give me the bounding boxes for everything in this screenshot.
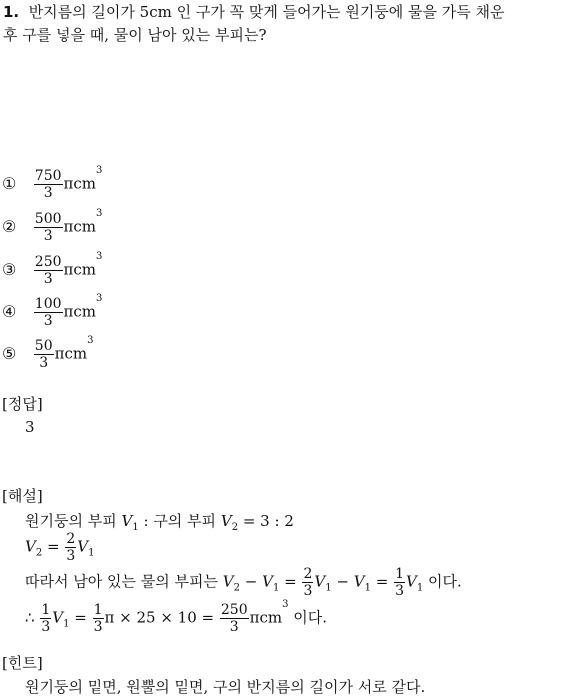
choice-fraction: $\frac{750}{3}$ [34,168,62,201]
question-line-1 [3,1,505,23]
choice-fraction: $\frac{100}{3}$ [34,296,62,329]
explanation-label: [해설] [2,487,43,505]
answer-label: [정답] [2,395,43,413]
choice-marker: ⑤ [2,343,17,363]
choice-unit: πcm [54,344,88,363]
choice-exp: 3 [96,293,103,304]
choice-exp: 3 [96,208,103,219]
choice-unit: πcm [63,217,96,236]
answer-value: 3 [25,418,35,436]
choice-fraction: $\frac{500}{3}$ [34,211,62,244]
choice-1[interactable] [2,165,103,201]
choice-2[interactable] [2,208,103,244]
hint-text: 원기둥의 밑면, 원뿔의 밑면, 구의 반지름의 길이가 서로 같다. [25,678,426,696]
choice-exp: 3 [96,165,103,176]
choice-exp: 3 [96,251,103,262]
choice-marker: ④ [2,301,17,321]
question-text-1: 반지름의 길이가 5cm 인 구가 꼭 맞게 들어가는 원기둥에 물을 가득 채운 [28,3,505,21]
explanation-line-1: 원기둥의 부피 $V_1$ : 구의 부피 $V_2 = 3$ : 2 [25,512,294,533]
choice-fraction: $\frac{250}{3}$ [34,254,62,287]
question-number: 1. [3,3,20,21]
choice-unit: πcm [63,302,96,321]
choice-marker: ② [2,216,17,236]
choice-unit: πcm [63,260,96,279]
choice-unit: πcm [63,174,96,193]
choice-marker: ③ [2,259,17,279]
explanation-line-4: ∴ $\frac{1}{3}$ $V_1$ = $\frac{1}{3}$ π × 25 × 10 = $\frac{250}{3}$ πcm$^3$ 이다. [25,599,328,635]
hint-label: [힌트] [2,654,43,672]
choice-marker: ① [2,173,17,193]
choice-3[interactable] [2,251,103,287]
choice-5[interactable] [2,335,94,371]
choice-4[interactable] [2,293,103,329]
question-line-2 [3,24,267,46]
explanation-line-3: 따라서 남아 있는 물의 부피는 $V_2 - V_1$ = $\frac{2}{3}$ $V_1 - V_1$ = $\frac{1}{3}$ $V_1$ 이다. [25,566,462,599]
explanation-line-2: $V_2$ = $\frac{2}{3}$ $V_1$ [25,531,95,564]
question-text-2: 후 구를 넣을 때, 물이 남아 있는 부피는? [3,26,267,44]
choice-exp: 3 [87,335,94,346]
choice-fraction: $\frac{50}{3}$ [34,338,53,371]
